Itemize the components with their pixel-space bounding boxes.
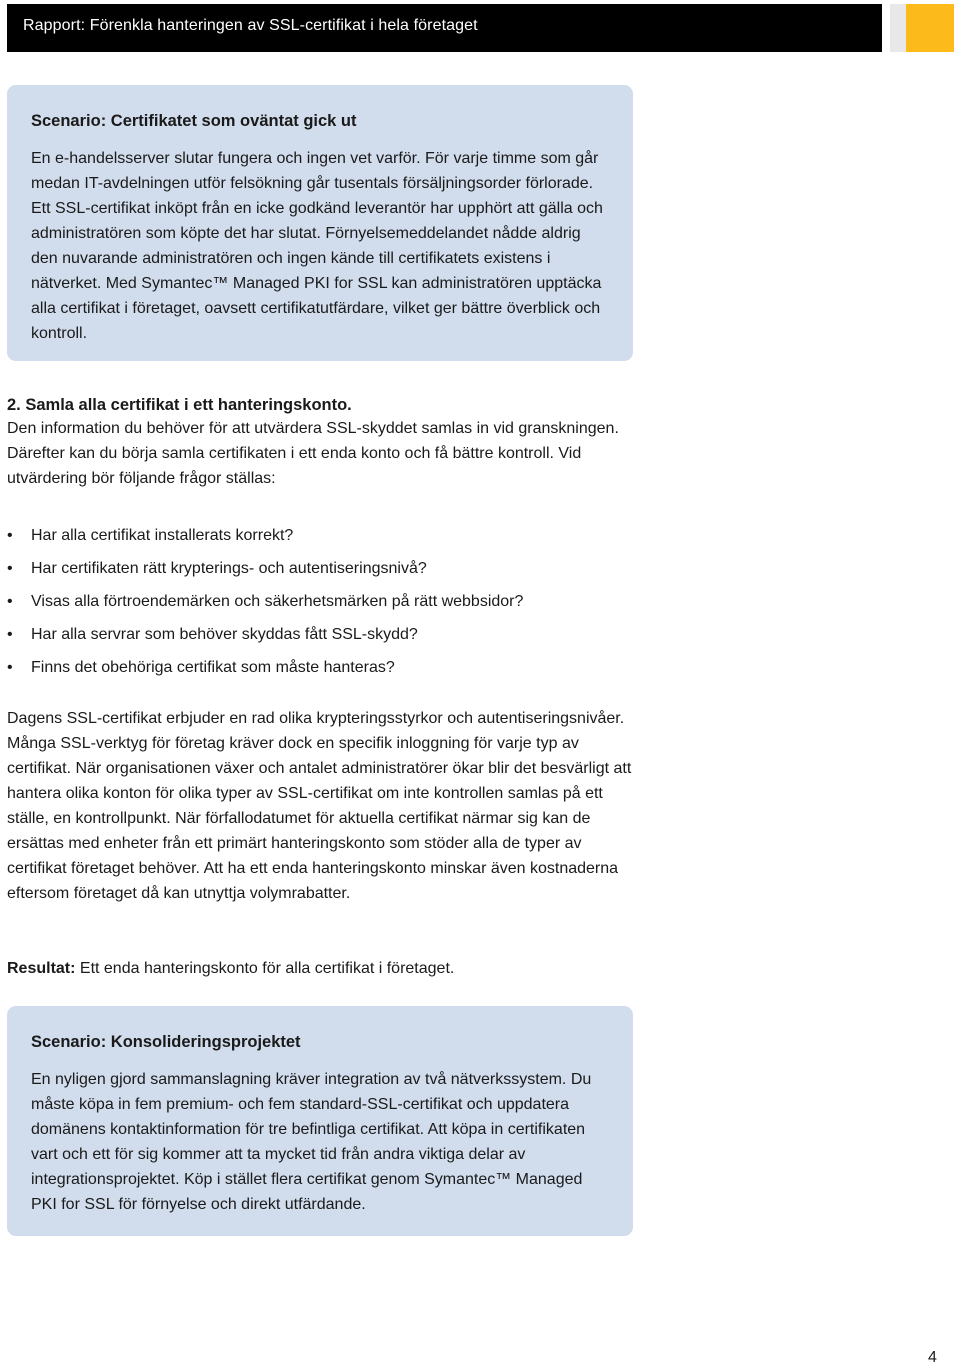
section-heading: [7, 394, 632, 416]
bullet-icon: •: [7, 527, 13, 544]
list-item: [7, 556, 632, 589]
section-heading-text: 2. Samla alla certifikat i ett hanteringskonto.: [7, 396, 352, 414]
section-intro: [7, 416, 632, 491]
page-number: 4: [928, 1349, 937, 1366]
scenario-text: En nyligen gjord sammanslagning kräver integration av två nätverkssystem. Du måste köpa in fem premium- och fem standard-SSL-certifikat och uppdatera domänens kontaktinformation för tre befintliga certifikat. Att köpa in certifikaten vart och ett för sig kommer att ta mycket tid från andra viktiga delar av integrationsprojektet. Köp i stället flera certifikat genom Symantec™ Managed PKI for SSL för förnyelse och direkt utfärdande.: [31, 1071, 592, 1213]
list-item-text: Finns det obehöriga certifikat som måste hanteras?: [31, 659, 395, 676]
scenario-box-expired-certificate: [7, 85, 633, 361]
result-line: [7, 956, 632, 981]
section-intro-text: Den information du behöver för att utvärdera SSL-skyddet samlas in vid granskningen. Därefter kan du börja samla certifikaten i ett enda konto och få bättre kontroll. Vid utvärdering bör följande frågor ställas:: [7, 420, 619, 487]
bullet-icon: •: [7, 560, 13, 577]
bullet-icon: •: [7, 659, 13, 676]
bullet-icon: •: [7, 626, 13, 643]
body-paragraph: [7, 706, 632, 906]
result-text: Ett enda hanteringskonto för alla certifikat i företaget.: [75, 960, 455, 977]
list-item: [7, 523, 632, 556]
header-bar: [7, 4, 882, 52]
result-label: Resultat:: [7, 960, 76, 977]
header-accent-light: [890, 4, 906, 52]
list-item: [7, 655, 632, 688]
scenario-box-consolidation: [7, 1006, 633, 1236]
scenario-title: Scenario: Certifikatet som oväntat gick ut: [31, 112, 357, 130]
report-title: Rapport: Förenkla hanteringen av SSL-certifikat i hela företaget: [23, 17, 478, 34]
list-item-text: Visas alla förtroendemärken och säkerhetsmärken på rätt webbsidor?: [31, 593, 524, 610]
scenario-text: En e-handelsserver slutar fungera och ingen vet varför. För varje timme som går medan IT-avdelningen utför felsökning går tusentals försäljningsorder förlorade. Ett SSL-certifikat inköpt från en icke godkänd leverantör har upphört att gälla och administratören som köpte det har slutat. Förnyelsemeddelandet nådde aldrig den nuvarande administratören och ingen kände till certifikatets existens i nätverket. Med Symantec™ Managed PKI for SSL kan administratören upptäcka alla certifikat i företaget, oavsett certifikatutfärdare, vilket ger bättre överblick och kontroll.: [31, 150, 603, 342]
list-item: [7, 589, 632, 622]
scenario-title: Scenario: Konsolideringsprojektet: [31, 1033, 301, 1051]
body-paragraph-text: Dagens SSL-certifikat erbjuder en rad olika krypteringsstyrkor och autentiseringsnivåer. Många SSL-verktyg för företag kräver dock en specifik inloggning för varje typ av certifikat. När organisationen växer och antalet administratörer ökar blir det besvärligt att hantera olika konton för olika typer av SSL-certifikat om inte kontrollen samlas på ett ställe, en kontrollpunkt. När förfallodatumet för aktuella certifikat närmar sig kan de ersättas med enheter från ett primärt hanteringskonto som stöder alla de typer av certifikat företaget behöver. Att ha ett enda hanteringskonto minskar även kostnaderna eftersom företaget då kan utnyttja volymrabatter.: [7, 710, 632, 902]
question-list: [7, 523, 632, 688]
list-item-text: Har certifikaten rätt krypterings- och autentiseringsnivå?: [31, 560, 427, 577]
list-item-text: Har alla certifikat installerats korrekt?: [31, 527, 294, 544]
bullet-icon: •: [7, 593, 13, 610]
list-item: [7, 622, 632, 655]
list-item-text: Har alla servrar som behöver skyddas fått SSL-skydd?: [31, 626, 418, 643]
header-accent-yellow: [906, 4, 954, 52]
